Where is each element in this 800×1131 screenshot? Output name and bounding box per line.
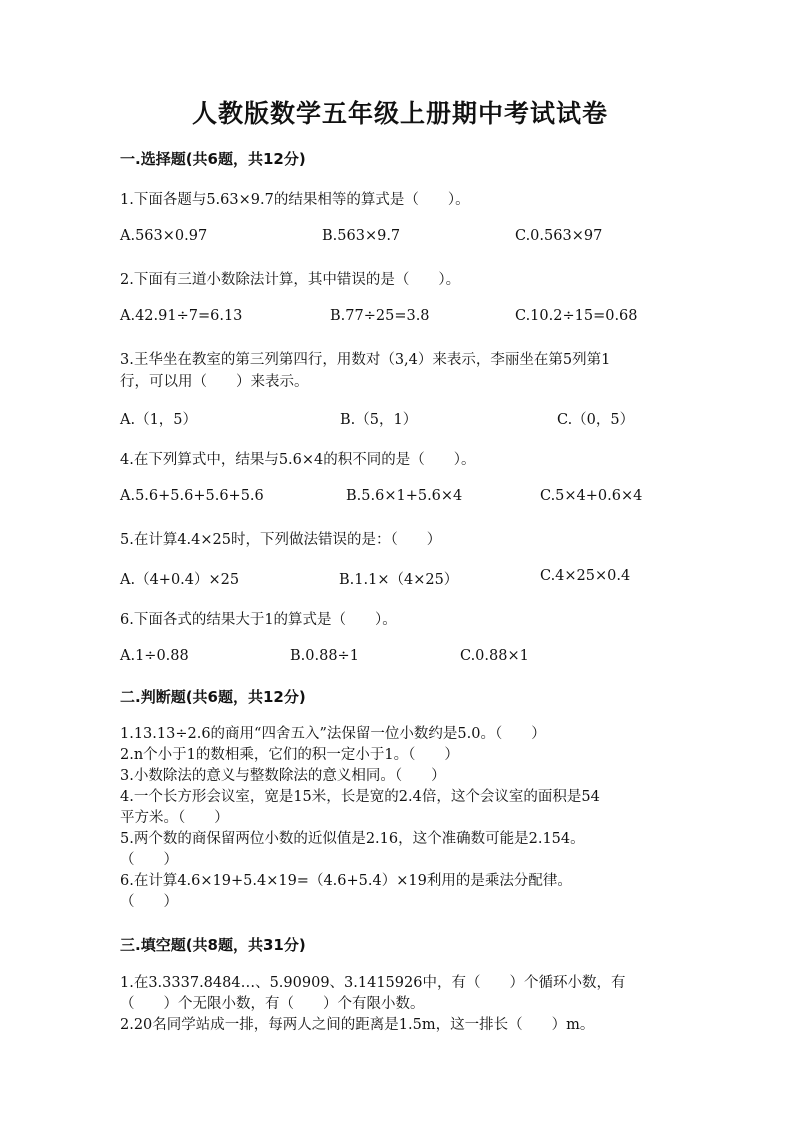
question-stem: 2.下面有三道小数除法计算，其中错误的是（ ）。 bbox=[120, 272, 461, 288]
option-a: A.（1，5） bbox=[120, 412, 198, 428]
statement-line: 1.13.13÷2.6的商用“四舍五入”法保留一位小数约是5.0。（ ） bbox=[120, 726, 546, 742]
option-a: A.563×0.97 bbox=[120, 228, 208, 244]
option-a: A.5.6+5.6+5.6+5.6 bbox=[120, 488, 264, 504]
option-b: B.1.1×（4×25） bbox=[339, 572, 459, 588]
question-stem: 6.下面各式的结果大于1的算式是（ ）。 bbox=[120, 612, 397, 628]
statement-line: 4.一个长方形会议室，宽是15米，长是宽的2.4倍，这个会议室的面积是54 bbox=[120, 789, 600, 805]
fill-blank-line: 1.在3.3337.8484…、5.90909、3.1415926中，有（ ）个循环小数，有 bbox=[120, 975, 626, 991]
option-c: C.0.563×97 bbox=[515, 228, 603, 244]
option-c: C.10.2÷15=0.68 bbox=[515, 308, 638, 324]
option-a: A.42.91÷7=6.13 bbox=[120, 308, 243, 324]
option-b: B.77÷25=3.8 bbox=[330, 308, 430, 324]
question-stem: 1.下面各题与5.63×9.7的结果相等的算式是（ ）。 bbox=[120, 192, 470, 208]
statement-line: 2.n个小于1的数相乘，它们的积一定小于1。（ ） bbox=[120, 747, 459, 763]
option-a: A.1÷0.88 bbox=[120, 648, 189, 664]
statement-line: 3.小数除法的意义与整数除法的意义相同。（ ） bbox=[120, 768, 446, 784]
option-b: B.563×9.7 bbox=[322, 228, 401, 244]
fill-blank-line: 2.20名同学站成一排，每两人之间的距离是1.5m，这一排长（ ）m。 bbox=[120, 1017, 595, 1033]
question-stem-continued: 行，可以用（ ）来表示。 bbox=[120, 374, 309, 390]
statement-line: 5.两个数的商保留两位小数的近似值是2.16，这个准确数可能是2.154。 bbox=[120, 831, 585, 847]
statement-line: （ ） bbox=[120, 894, 178, 910]
option-b: B.0.88÷1 bbox=[290, 648, 359, 664]
section-heading-true-false: 二.判断题(共6题，共12分) bbox=[120, 688, 306, 706]
section-heading-fill-blank: 三.填空题(共8题，共31分) bbox=[120, 936, 306, 954]
option-c: C.4×25×0.4 bbox=[540, 568, 631, 584]
question-stem: 5.在计算4.4×25时，下列做法错误的是：（ ） bbox=[120, 532, 442, 548]
option-c: C.5×4+0.6×4 bbox=[540, 488, 643, 504]
option-a: A.（4+0.4）×25 bbox=[120, 572, 240, 588]
page-title: 人教版数学五年级上册期中考试试卷 bbox=[191, 99, 608, 128]
question-stem: 4.在下列算式中，结果与5.6×4的积不同的是（ ）。 bbox=[120, 452, 476, 468]
statement-line: （ ） bbox=[120, 852, 178, 868]
fill-blank-line: （ ）个无限小数，有（ ）个有限小数。 bbox=[120, 996, 425, 1012]
option-b: B.5.6×1+5.6×4 bbox=[346, 488, 463, 504]
statement-line: 6.在计算4.6×19+5.4×19=（4.6+5.4）×19利用的是乘法分配律。 bbox=[120, 873, 572, 889]
question-stem: 3.王华坐在教室的第三列第四行，用数对（3,4）来表示，李丽坐在第5列第1 bbox=[120, 352, 611, 368]
option-c: C.0.88×1 bbox=[460, 648, 529, 664]
statement-line: 平方米。（ ） bbox=[120, 810, 229, 826]
option-c: C.（0，5） bbox=[557, 412, 635, 428]
option-b: B.（5，1） bbox=[340, 412, 418, 428]
section-heading-choice: 一.选择题(共6题，共12分) bbox=[120, 150, 306, 168]
